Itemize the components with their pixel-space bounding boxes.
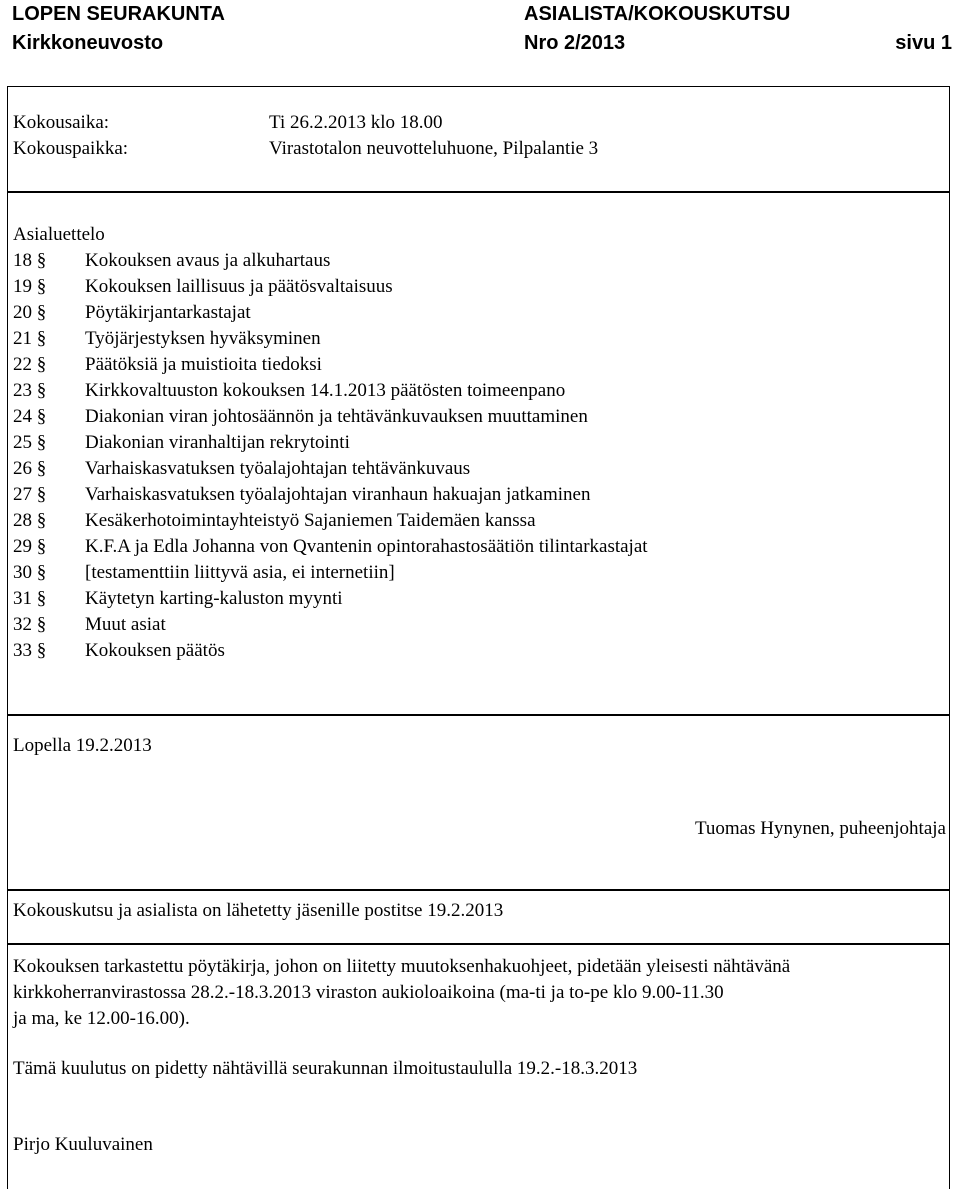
agenda-item <box>13 639 225 665</box>
agenda-item-number: 25 § <box>13 432 47 453</box>
header-row-2 <box>12 31 952 60</box>
agenda-item <box>13 405 588 431</box>
agenda-title: Asialuettelo <box>13 224 105 245</box>
agenda-item-number: 24 § <box>13 406 47 427</box>
agenda-item-number: 28 § <box>13 510 47 531</box>
agenda-item-title: Kokouksen avaus ja alkuhartaus <box>85 250 331 271</box>
signature-box <box>7 715 950 890</box>
agenda-item-title: Kokouksen laillisuus ja päätösvaltaisuus <box>85 276 393 297</box>
posted-notice-text: Tämä kuulutus on pidetty nähtävillä seurakunnan ilmoitustaululla 19.2.-18.3.2013 <box>13 1058 638 1079</box>
agenda-item-title: Diakonian viranhaltijan rekrytointi <box>85 432 350 453</box>
meeting-place-value: Virastotalon neuvotteluhuone, Pilpalantie 3 <box>269 138 599 159</box>
agenda-item <box>13 561 395 587</box>
public-notice-box <box>7 944 950 1189</box>
notice-sent-box <box>7 890 950 944</box>
agenda-item <box>13 431 350 457</box>
agenda-item-title: K.F.A ja Edla Johanna von Qvantenin opintorahastosäätiön tilintarkastajat <box>85 536 648 557</box>
agenda-item-number: 27 § <box>13 484 47 505</box>
agenda-item-title: Diakonian viran johtosäännön ja tehtävänkuvauksen muuttaminen <box>85 406 588 427</box>
minutes-notice-line-2: kirkkoherranvirastossa 28.2.-18.3.2013 viraston aukioloaikoina (ma-ti ja to-pe klo 9.00-11.30 <box>13 982 724 1003</box>
agenda-item-title: Varhaiskasvatuksen työalajohtajan tehtävänkuvaus <box>85 458 471 479</box>
agenda-item-number: 18 § <box>13 250 47 271</box>
agenda-item <box>13 301 251 327</box>
meeting-info-box <box>7 86 950 192</box>
agenda-item-number: 22 § <box>13 354 47 375</box>
agenda-item-title: Työjärjestyksen hyväksyminen <box>85 328 321 349</box>
agenda-item-number: 33 § <box>13 640 47 661</box>
agenda-item-number: 31 § <box>13 588 47 609</box>
agenda-item <box>13 613 166 639</box>
agenda-item <box>13 535 648 561</box>
agenda-item <box>13 457 470 483</box>
agenda-box <box>7 192 950 715</box>
agenda-item-title: Kesäkerhotoimintayhteistyö Sajaniemen Taidemäen kanssa <box>85 510 536 531</box>
agenda-item-number: 23 § <box>13 380 47 401</box>
agenda-item <box>13 587 343 613</box>
agenda-item-title: [testamenttiin liittyvä asia, ei internetiin] <box>85 562 395 583</box>
meeting-time-label: Kokousaika: <box>13 112 110 133</box>
agenda-item-number: 19 § <box>13 276 47 297</box>
agenda-item-title: Päätöksiä ja muistioita tiedoksi <box>85 354 322 375</box>
governing-body: Kirkkoneuvosto <box>12 32 164 54</box>
agenda-item-title: Käytetyn karting-kaluston myynti <box>85 588 343 609</box>
agenda-item <box>13 249 330 275</box>
chairman-signature: Tuomas Hynynen, puheenjohtaja <box>694 818 946 839</box>
document-number: Nro 2/2013 <box>524 32 626 54</box>
agenda-item <box>13 509 536 535</box>
agenda-item <box>13 275 393 301</box>
agenda-item <box>13 379 565 405</box>
organization-name: LOPEN SEURAKUNTA <box>12 3 225 25</box>
notice-sent-text: Kokouskutsu ja asialista on lähetetty jäsenille postitse 19.2.2013 <box>13 900 504 921</box>
agenda-item-number: 30 § <box>13 562 47 583</box>
agenda-item-title: Pöytäkirjantarkastajat <box>85 302 251 323</box>
agenda-item-title: Kirkkovaltuuston kokouksen 14.1.2013 päätösten toimeenpano <box>85 380 566 401</box>
meeting-time-value: Ti 26.2.2013 klo 18.00 <box>269 112 443 133</box>
header-row-1 <box>12 2 952 31</box>
minutes-notice-line-3: ja ma, ke 12.00-16.00). <box>13 1008 190 1029</box>
document-header <box>12 2 952 60</box>
agenda-item-number: 32 § <box>13 614 47 635</box>
agenda-item <box>13 353 322 379</box>
page-number: sivu 1 <box>895 32 952 54</box>
agenda-item-number: 20 § <box>13 302 47 323</box>
agenda-item <box>13 327 321 353</box>
clerk-name: Pirjo Kuuluvainen <box>13 1134 153 1155</box>
agenda-item-title: Muut asiat <box>85 614 166 635</box>
meeting-place-label: Kokouspaikka: <box>13 138 129 159</box>
agenda-item-title: Varhaiskasvatuksen työalajohtajan viranhaun hakuajan jatkaminen <box>85 484 591 505</box>
place-date: Lopella 19.2.2013 <box>13 735 152 756</box>
agenda-item <box>13 483 590 509</box>
agenda-item-number: 29 § <box>13 536 47 557</box>
agenda-item-title: Kokouksen päätös <box>85 640 225 661</box>
agenda-item-number: 21 § <box>13 328 47 349</box>
document-type: ASIALISTA/KOKOUSKUTSU <box>524 3 791 25</box>
minutes-notice-line-1: Kokouksen tarkastettu pöytäkirja, johon on liitetty muutoksenhakuohjeet, pidetään yleisesti nähtävänä <box>13 956 791 977</box>
agenda-item-number: 26 § <box>13 458 47 479</box>
